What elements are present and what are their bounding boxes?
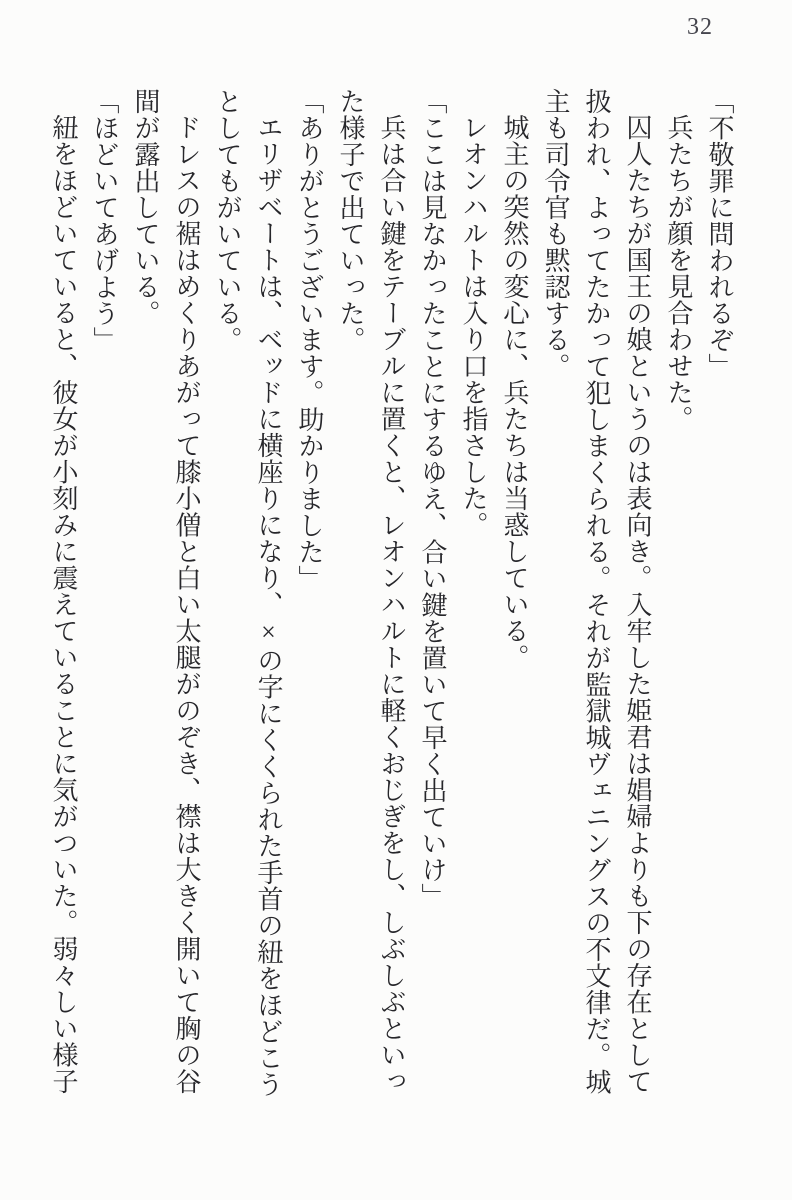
text-line: 城主の突然の変心に、兵たちは当惑している。 [500,114,529,671]
text-line: エリザベートは、ベッドに横座りになり、×の字にくくられた手首の紐をほどこう [254,114,283,1098]
text-line: レオンハルトは入り口を指さした。 [459,114,488,538]
text-block [40,88,740,1098]
text-line: 紐をほどいていると、彼女が小刻みに震えていることに気がついた。弱々しい様子 [49,114,78,1095]
text-line: 「ほどいてあげよう」 [90,88,119,353]
text-line: 兵たちが顔を見合わせた。 [664,114,693,432]
text-line: 兵は合い鍵をテーブルに置くと、レオンハルトに軽くおじぎをし、しぶしぶといっ [377,114,406,1095]
text-line: 扱われ、よってたかって犯しまくられる。それが監獄城ヴェニングスの不文律だ。城 [582,88,611,1095]
text-line: ドレスの裾はめくりあがって膝小僧と白い太腿がのぞき、襟は大きく開いて胸の谷 [172,114,201,1095]
page-number: 32 [687,14,713,40]
text-line: 主も司令官も黙認する。 [541,88,570,380]
text-line: 「不敬罪に問われるぞ」 [705,88,734,380]
text-line: としてもがいている。 [213,88,242,353]
text-line: た様子で出ていった。 [336,88,365,353]
text-line: 間が露出している。 [131,88,160,327]
text-line: 「ここは見なかったことにするゆえ、合い鍵を置いて早く出ていけ」 [418,88,447,910]
text-line: 囚人たちが国王の娘というのは表向き。入牢した姫君は娼婦よりも下の存在として [623,114,652,1095]
text-line: 「ありがとうございます。助かりました」 [295,88,324,592]
